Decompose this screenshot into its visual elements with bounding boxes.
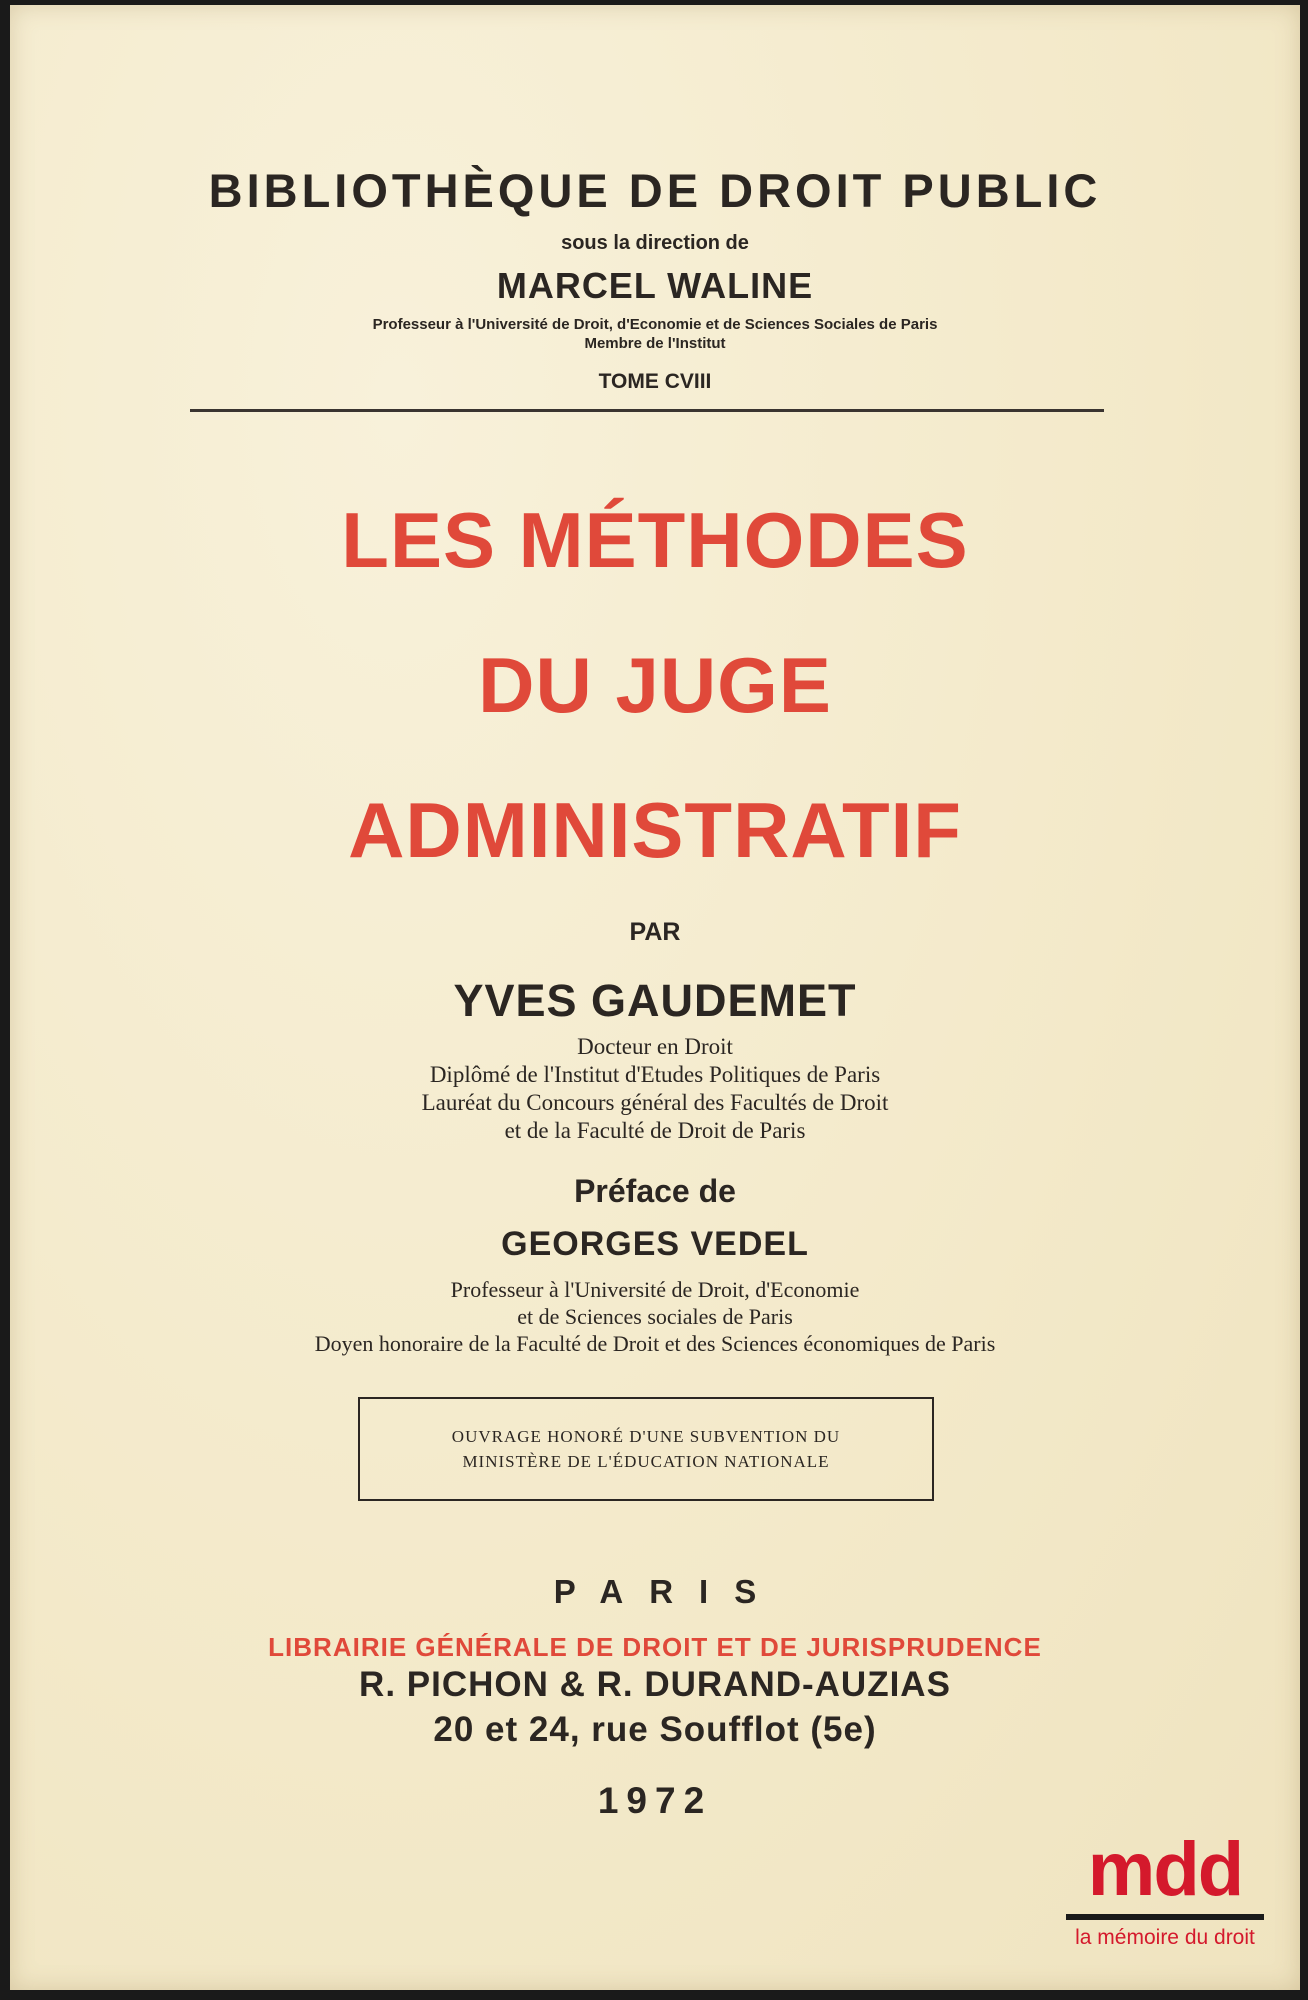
publisher-owners: R. PICHON & R. DURAND-AUZIAS bbox=[359, 1665, 951, 1704]
series-title: BIBLIOTHÈQUE DE DROIT PUBLIC bbox=[208, 164, 1102, 217]
author-name: YVES GAUDEMET bbox=[453, 975, 857, 1026]
director-title-line: Professeur à l'Université de Droit, d'Economie et de Sciences Sociales de Paris bbox=[372, 316, 938, 333]
author-by-label: PAR bbox=[629, 918, 681, 946]
mdd-logo bbox=[1060, 1827, 1270, 1950]
publisher-name: LIBRAIRIE GÉNÉRALE DE DROIT ET DE JURISPRUDENCE bbox=[268, 1632, 1042, 1662]
logo-tagline: la mémoire du droit bbox=[1075, 1926, 1255, 1949]
logo-bar bbox=[1066, 1914, 1264, 1920]
book-title-line-2: DU JUGE bbox=[478, 641, 832, 729]
preface-qualification-line: Professeur à l'Université de Droit, d'Economie bbox=[450, 1277, 860, 1302]
tome-number: TOME CVIII bbox=[598, 370, 712, 393]
book-title-line-3: ADMINISTRATIF bbox=[348, 786, 962, 874]
author-qualification-line: Lauréat du Concours général des Facultés de Droit bbox=[421, 1090, 889, 1115]
book-title-line-1: LES MÉTHODES bbox=[341, 496, 969, 584]
book-cover bbox=[10, 5, 1300, 1990]
preface-qualification-line: Doyen honoraire de la Faculté de Droit et des Sciences économiques de Paris bbox=[314, 1331, 996, 1356]
preface-author-qualifications bbox=[10, 1276, 1300, 1357]
author-qualification-line: Diplômé de l'Institut d'Etudes Politiques de Paris bbox=[429, 1062, 881, 1087]
subsidy-notice-box bbox=[358, 1397, 934, 1501]
author-qualification-line: et de la Faculté de Droit de Paris bbox=[504, 1118, 806, 1143]
preface-author-name: GEORGES VEDEL bbox=[501, 1225, 809, 1263]
logo-mark: mdd bbox=[1087, 1827, 1243, 1912]
author-qualification-line: Docteur en Droit bbox=[577, 1034, 733, 1059]
series-director-name: MARCEL WALINE bbox=[496, 265, 814, 306]
subsidy-line: OUVRAGE HONORÉ D'UNE SUBVENTION DU bbox=[451, 1427, 841, 1446]
director-title-line: Membre de l'Institut bbox=[584, 335, 726, 352]
publication-city: PARIS bbox=[553, 1573, 783, 1610]
author-qualifications bbox=[10, 1033, 1300, 1145]
preface-qualification-line: et de Sciences sociales de Paris bbox=[517, 1304, 793, 1329]
publisher-address: 20 et 24, rue Soufflot (5e) bbox=[433, 1710, 877, 1749]
series-direction-label: sous la direction de bbox=[561, 232, 749, 254]
subsidy-line: MINISTÈRE DE L'ÉDUCATION NATIONALE bbox=[462, 1452, 830, 1471]
preface-label: Préface de bbox=[574, 1173, 736, 1209]
divider bbox=[190, 409, 1104, 412]
series-director-title bbox=[10, 315, 1300, 353]
publication-year: 1972 bbox=[597, 1780, 713, 1821]
